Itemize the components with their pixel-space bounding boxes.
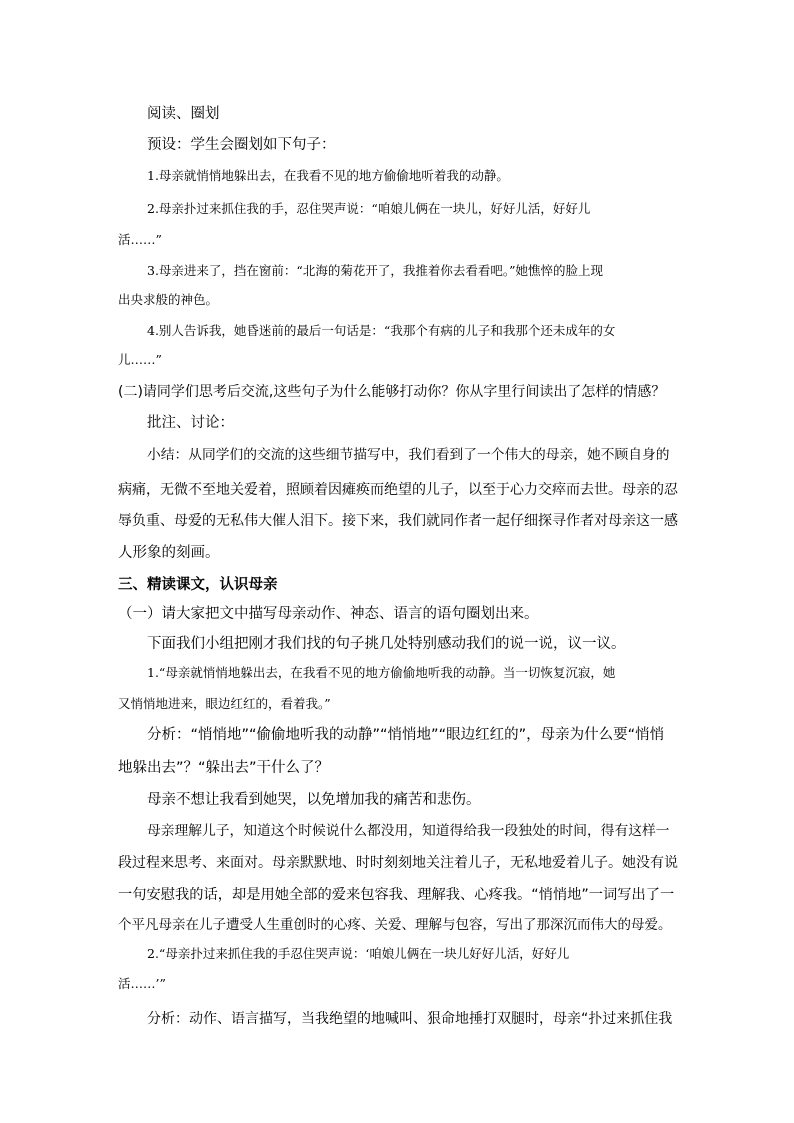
text-line: 1.“母亲就悄悄地躲出去，在我看不见的地方偷偷地听我的动静。当一切恢复沉寂，她 [147, 665, 616, 680]
text-line: 地躲出去”？“躲出去”干什么了？ [118, 760, 330, 776]
text-line: 母亲理解儿子，知道这个时候说什么都没用，知道得给我一段独处的时间，得有这样一 [147, 823, 670, 839]
text-line: 活……’” [118, 976, 166, 991]
text-line: 辱负重、母爱的无私伟大催人泪下。接下来，我们就同作者一起仔细探寻作者对母亲这一感 [118, 513, 678, 529]
text-line: 预设：学生会圈划如下句子： [147, 137, 336, 153]
text-line: 分析：动作、语言描写，当我绝望的地喊叫、狠命地捶打双腿时，母亲“扑过来抓住我 [147, 1011, 673, 1027]
text-line: 活……” [118, 232, 162, 247]
text-line: 又悄悄地进来，眼边红红的，看着我。” [118, 696, 331, 711]
text-line: 3.母亲进来了，挡在窗前：“北海的菊花开了，我推着你去看看吧。”她憔悴的脸上现 [147, 263, 603, 278]
text-line: 1.母亲就悄悄地躲出去，在我看不见的地方偷偷地听着我的动静。 [147, 168, 509, 183]
text-line: 儿……” [118, 352, 162, 367]
text-line: 段过程来思考、来面对。母亲默默地、时时刻刻地关注着儿子，无私地爱着儿子。她没有说 [118, 855, 678, 871]
text-line: 分析：“悄悄地”“偷偷地听我的动静”“悄悄地”“眼边红红的”，母亲为什么要“悄悄 [147, 727, 665, 743]
text-line: 个平凡母亲在儿子遭受人生重创时的心疼、关爱、理解与包容，写出了那深沉而伟大的母爱。 [118, 917, 672, 933]
text-line: 下面我们小组把刚才我们找的句子挑几处特别感动我们的说一说，议一议。 [147, 636, 626, 652]
text-line: 阅读、圈划 [147, 106, 220, 122]
text-line: 4.别人告诉我，她昏迷前的最后一句话是：“我那个有病的儿子和我那个还未成年的女 [147, 323, 616, 338]
text-line: 2.“母亲扑过来抓住我的手忍住哭声说：‘咱娘儿俩在一块儿好好儿活，好好儿 [147, 946, 570, 961]
text-line: （一）请大家把文中描写母亲动作、神态、语言的语句圈划出来。 [118, 606, 539, 622]
text-line: 一句安慰我的话，却是用她全部的爱来包容我、理解我、心疼我。“悄悄地”一词写出了一 [118, 887, 675, 903]
text-line: 病痛，无微不至地关爱着，照顾着因瘫痪而绝望的儿子，以至于心力交瘁而去世。母亲的忍 [118, 482, 678, 498]
text-line: 人形象的刻画。 [118, 545, 220, 561]
text-line: 2.母亲扑过来抓住我的手，忍住哭声说：“咱娘儿俩在一块儿，好好儿活，好好儿 [147, 201, 591, 216]
text-line: (二)请同学们思考后交流,这些句子为什么能够打动你？你从字里行间读出了怎样的情感？ [118, 384, 666, 400]
text-line: 母亲不想让我看到她哭，以免增加我的痛苦和悲伤。 [147, 792, 481, 808]
text-line: 批注、讨论： [147, 415, 234, 431]
section-heading: 三、精读课文，认识母亲 [118, 577, 278, 593]
text-line: 出央求般的神色。 [118, 292, 219, 307]
text-line: 小结：从同学们的交流的这些细节描写中，我们看到了一个伟大的母亲，她不顾自身的 [147, 447, 670, 463]
